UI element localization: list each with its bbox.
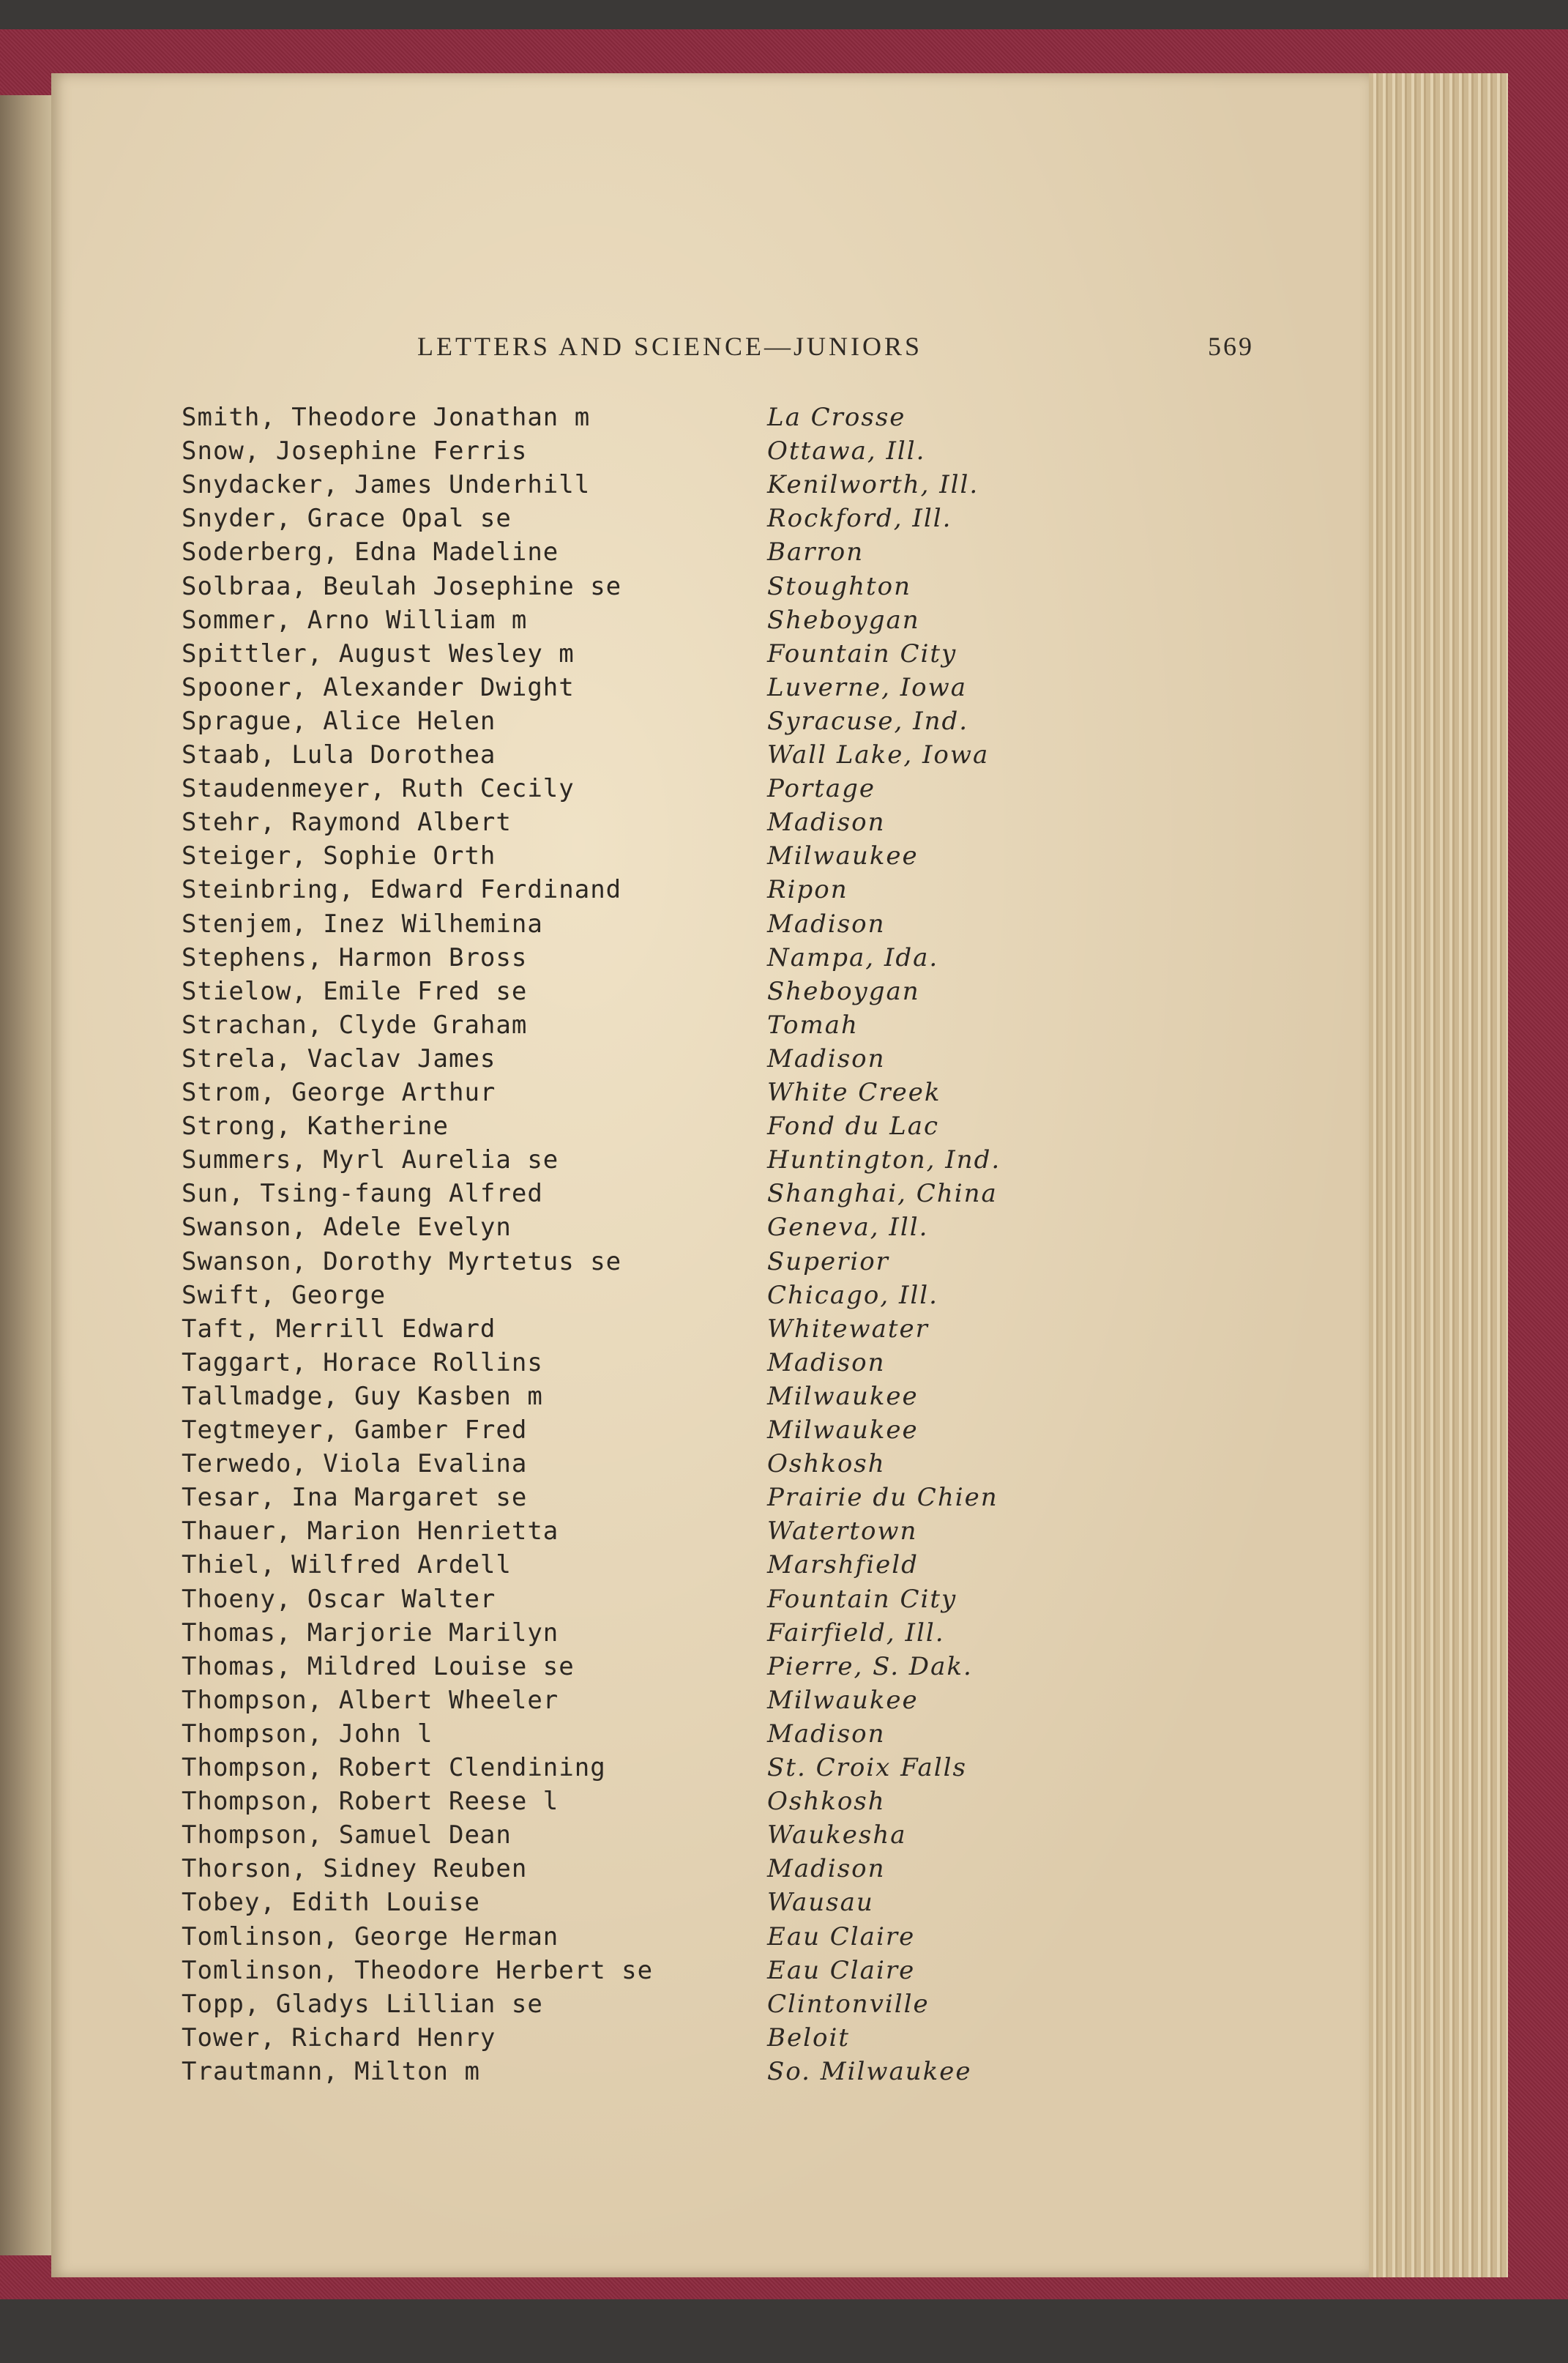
list-item — [51, 572, 1369, 606]
list-item — [51, 1753, 1369, 1787]
list-item — [51, 1585, 1369, 1618]
student-name: Sprague, Alice Helen — [182, 706, 496, 736]
hometown: Ripon — [767, 875, 848, 905]
hometown: Chicago, Ill. — [767, 1280, 938, 1310]
student-name: Thompson, Robert Clendining — [182, 1753, 606, 1782]
hometown: Huntington, Ind. — [767, 1145, 1001, 1175]
student-name: Thompson, Samuel Dean — [182, 1820, 512, 1850]
list-item — [51, 875, 1369, 909]
student-name: Soderberg, Edna Madeline — [182, 537, 559, 568]
list-item — [51, 1922, 1369, 1956]
student-name: Steiger, Sophie Orth — [182, 841, 496, 871]
list-item — [51, 1550, 1369, 1584]
list-item — [51, 1314, 1369, 1348]
hometown: White Creek — [767, 1078, 941, 1107]
list-item — [51, 1382, 1369, 1415]
hometown: Eau Claire — [767, 1955, 916, 1985]
hometown: Madison — [767, 808, 886, 838]
hometown: Fond du Lac — [767, 1112, 940, 1142]
student-name: Thompson, Robert Reese l — [182, 1787, 559, 1817]
student-name: Strela, Vaclav James — [182, 1043, 496, 1073]
hometown: Milwaukee — [767, 841, 919, 871]
hometown: Sheboygan — [767, 605, 920, 635]
student-name: Trautmann, Milton m — [182, 2056, 480, 2086]
student-name: Taggart, Horace Rollins — [182, 1347, 543, 1377]
list-item — [51, 1078, 1369, 1112]
hometown: Oshkosh — [767, 1449, 886, 1479]
student-name: Swanson, Dorothy Myrtetus se — [182, 1246, 622, 1276]
list-item — [51, 1112, 1369, 1145]
student-name: Strachan, Clyde Graham — [182, 1010, 528, 1040]
running-head: LETTERS AND SCIENCE—JUNIORS — [417, 332, 923, 361]
hometown: Fountain City — [767, 639, 957, 669]
hometown: Superior — [767, 1246, 889, 1276]
student-name: Tegtmeyer, Gamber Fred — [182, 1415, 528, 1445]
list-item — [51, 977, 1369, 1011]
list-item — [51, 1719, 1369, 1753]
student-name: Thomas, Mildred Louise se — [182, 1651, 575, 1681]
list-item — [51, 606, 1369, 639]
student-name: Swift, George — [182, 1280, 387, 1310]
hometown: Beloit — [767, 2022, 850, 2053]
student-list — [51, 73, 1369, 2277]
hometown: Milwaukee — [767, 1381, 919, 1411]
hometown: Clintonville — [767, 1989, 930, 2019]
book-page — [51, 73, 1369, 2277]
hometown: Madison — [767, 1347, 886, 1377]
hometown: Barron — [767, 537, 865, 568]
list-item — [51, 1348, 1369, 1382]
hometown: Nampa, Ida. — [767, 942, 939, 972]
student-name: Staudenmeyer, Ruth Cecily — [182, 774, 575, 804]
list-item — [51, 1787, 1369, 1820]
student-name: Spittler, August Wesley m — [182, 639, 575, 669]
list-item — [51, 1686, 1369, 1719]
list-item — [51, 470, 1369, 504]
list-item — [51, 1415, 1369, 1449]
hometown: Oshkosh — [767, 1787, 886, 1817]
page-stack-edge — [1369, 73, 1508, 2277]
student-name: Thorson, Sidney Reuben — [182, 1854, 528, 1884]
list-item — [51, 1652, 1369, 1686]
hometown: Fountain City — [767, 1584, 957, 1614]
student-name: Thoeny, Oscar Walter — [182, 1584, 496, 1614]
list-item — [51, 740, 1369, 774]
list-item — [51, 2023, 1369, 2057]
list-item — [51, 1449, 1369, 1483]
list-item — [51, 1956, 1369, 1990]
list-item — [51, 403, 1369, 436]
student-name: Topp, Gladys Lillian se — [182, 1989, 543, 2019]
list-item — [51, 1179, 1369, 1213]
list-item — [51, 1281, 1369, 1314]
list-item — [51, 2057, 1369, 2091]
hometown: La Crosse — [767, 403, 906, 432]
hometown: Madison — [767, 1854, 886, 1884]
hometown: Madison — [767, 1043, 886, 1073]
hometown: Kenilworth, Ill. — [767, 470, 979, 500]
facing-page-edge — [0, 95, 51, 2255]
list-item — [51, 774, 1369, 808]
list-item — [51, 504, 1369, 537]
student-name: Snyder, Grace Opal se — [182, 504, 512, 534]
hometown: Portage — [767, 774, 876, 804]
student-name: Sun, Tsing-faung Alfred — [182, 1179, 543, 1209]
student-name: Staab, Lula Dorothea — [182, 740, 496, 770]
list-item — [51, 1854, 1369, 1888]
student-name: Sommer, Arno William m — [182, 605, 528, 635]
student-name: Tallmadge, Guy Kasben m — [182, 1381, 543, 1411]
list-item — [51, 808, 1369, 841]
student-name: Thomas, Marjorie Marilyn — [182, 1618, 559, 1648]
list-item — [51, 1145, 1369, 1179]
student-name: Strom, George Arthur — [182, 1078, 496, 1107]
hometown: Pierre, S. Dak. — [767, 1651, 973, 1681]
list-item — [51, 1888, 1369, 1921]
student-name: Tomlinson, George Herman — [182, 1921, 559, 1951]
page-number: 569 — [1208, 332, 1254, 361]
student-name: Steinbring, Edward Ferdinand — [182, 875, 622, 905]
student-name: Strong, Katherine — [182, 1112, 449, 1142]
student-name: Stephens, Harmon Bross — [182, 942, 528, 972]
list-item — [51, 537, 1369, 571]
hometown: Sheboygan — [767, 976, 920, 1006]
list-item — [51, 707, 1369, 740]
hometown: Rockford, Ill. — [767, 504, 952, 534]
hometown: Geneva, Ill. — [767, 1213, 929, 1243]
list-item — [51, 1820, 1369, 1854]
list-item — [51, 943, 1369, 977]
list-item — [51, 1990, 1369, 2023]
hometown: St. Croix Falls — [767, 1753, 967, 1782]
hometown: Ottawa, Ill. — [767, 436, 926, 466]
student-name: Tesar, Ina Margaret se — [182, 1483, 528, 1513]
student-name: Thiel, Wilfred Ardell — [182, 1550, 512, 1580]
hometown: Whitewater — [767, 1314, 929, 1344]
student-name: Stenjem, Inez Wilhemina — [182, 909, 543, 939]
hometown: Shanghai, China — [767, 1179, 998, 1209]
student-name: Tower, Richard Henry — [182, 2022, 496, 2053]
student-name: Spooner, Alexander Dwight — [182, 672, 575, 702]
student-name: Stielow, Emile Fred se — [182, 976, 528, 1006]
hometown: Eau Claire — [767, 1921, 916, 1951]
student-name: Taft, Merrill Edward — [182, 1314, 496, 1344]
student-name: Snydacker, James Underhill — [182, 470, 591, 500]
student-name: Tomlinson, Theodore Herbert se — [182, 1955, 654, 1985]
hometown: Madison — [767, 1719, 886, 1749]
list-item — [51, 909, 1369, 943]
student-name: Stehr, Raymond Albert — [182, 808, 512, 838]
list-item — [51, 1618, 1369, 1652]
list-item — [51, 1213, 1369, 1246]
student-name: Thauer, Marion Henrietta — [182, 1517, 559, 1547]
student-name: Snow, Josephine Ferris — [182, 436, 528, 466]
student-name: Smith, Theodore Jonathan m — [182, 403, 591, 432]
student-name: Summers, Myrl Aurelia se — [182, 1145, 559, 1175]
hometown: Prairie du Chien — [767, 1483, 998, 1513]
list-item — [51, 436, 1369, 470]
student-name: Solbraa, Beulah Josephine se — [182, 571, 622, 601]
list-item — [51, 673, 1369, 707]
hometown: Waukesha — [767, 1820, 907, 1850]
hometown: Syracuse, Ind. — [767, 706, 969, 736]
hometown: Madison — [767, 909, 886, 939]
student-name: Thompson, Albert Wheeler — [182, 1685, 559, 1715]
hometown: Milwaukee — [767, 1415, 919, 1445]
student-name: Thompson, John l — [182, 1719, 433, 1749]
hometown: Milwaukee — [767, 1685, 919, 1715]
hometown: Stoughton — [767, 571, 912, 601]
hometown: Wausau — [767, 1888, 874, 1918]
list-item — [51, 1483, 1369, 1517]
list-item — [51, 1044, 1369, 1078]
list-item — [51, 1517, 1369, 1550]
list-item — [51, 639, 1369, 673]
list-item — [51, 1011, 1369, 1044]
student-name: Swanson, Adele Evelyn — [182, 1213, 512, 1243]
student-name: Terwedo, Viola Evalina — [182, 1449, 528, 1479]
list-item — [51, 1247, 1369, 1281]
hometown: Fairfield, Ill. — [767, 1618, 945, 1648]
hometown: Marshfield — [767, 1550, 919, 1580]
hometown: Tomah — [767, 1010, 859, 1040]
hometown: Luverne, Iowa — [767, 672, 967, 702]
list-item — [51, 841, 1369, 875]
hometown: Watertown — [767, 1517, 918, 1547]
student-name: Tobey, Edith Louise — [182, 1888, 480, 1918]
hometown: So. Milwaukee — [767, 2056, 972, 2086]
hometown: Wall Lake, Iowa — [767, 740, 990, 770]
